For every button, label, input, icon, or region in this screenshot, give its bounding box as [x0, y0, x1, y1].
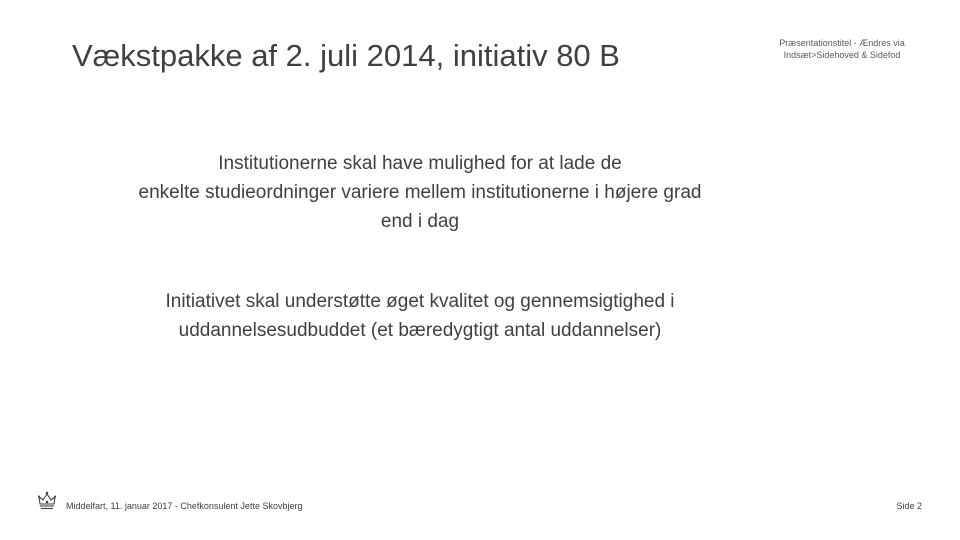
slide-title: Vækstpakke af 2. juli 2014, initiativ 80 B [72, 38, 620, 73]
header-note-line-1: Præsentationstitel - Ændres via [779, 38, 905, 48]
paragraph-2-line-2: uddannelsesudbuddet (et bæredygtigt antal uddannelser) [178, 320, 662, 341]
header-note-line-2: Indsæt>Sidehoved & Sidefod [783, 50, 901, 60]
paragraph-1-line-1: Institutionerne skal have mulighed for at lade de [218, 153, 622, 174]
crown-crest-icon [36, 490, 58, 512]
footer-text: Middelfart, 11. januar 2017 - Chefkonsulent Jette Skovbjerg [66, 501, 303, 511]
paragraph-2-line-1: Initiativet skal understøtte øget kvalitet og gennemsigtighed i [165, 291, 675, 312]
body-paragraph-2 [60, 287, 780, 345]
paragraph-1-line-3: end i dag [380, 211, 460, 232]
page-number: Side 2 [896, 501, 922, 511]
body-paragraph-1 [60, 149, 780, 236]
header-note [762, 37, 922, 61]
paragraph-1-line-2: enkelte studieordninger variere mellem institutionerne i højere grad [138, 182, 702, 203]
